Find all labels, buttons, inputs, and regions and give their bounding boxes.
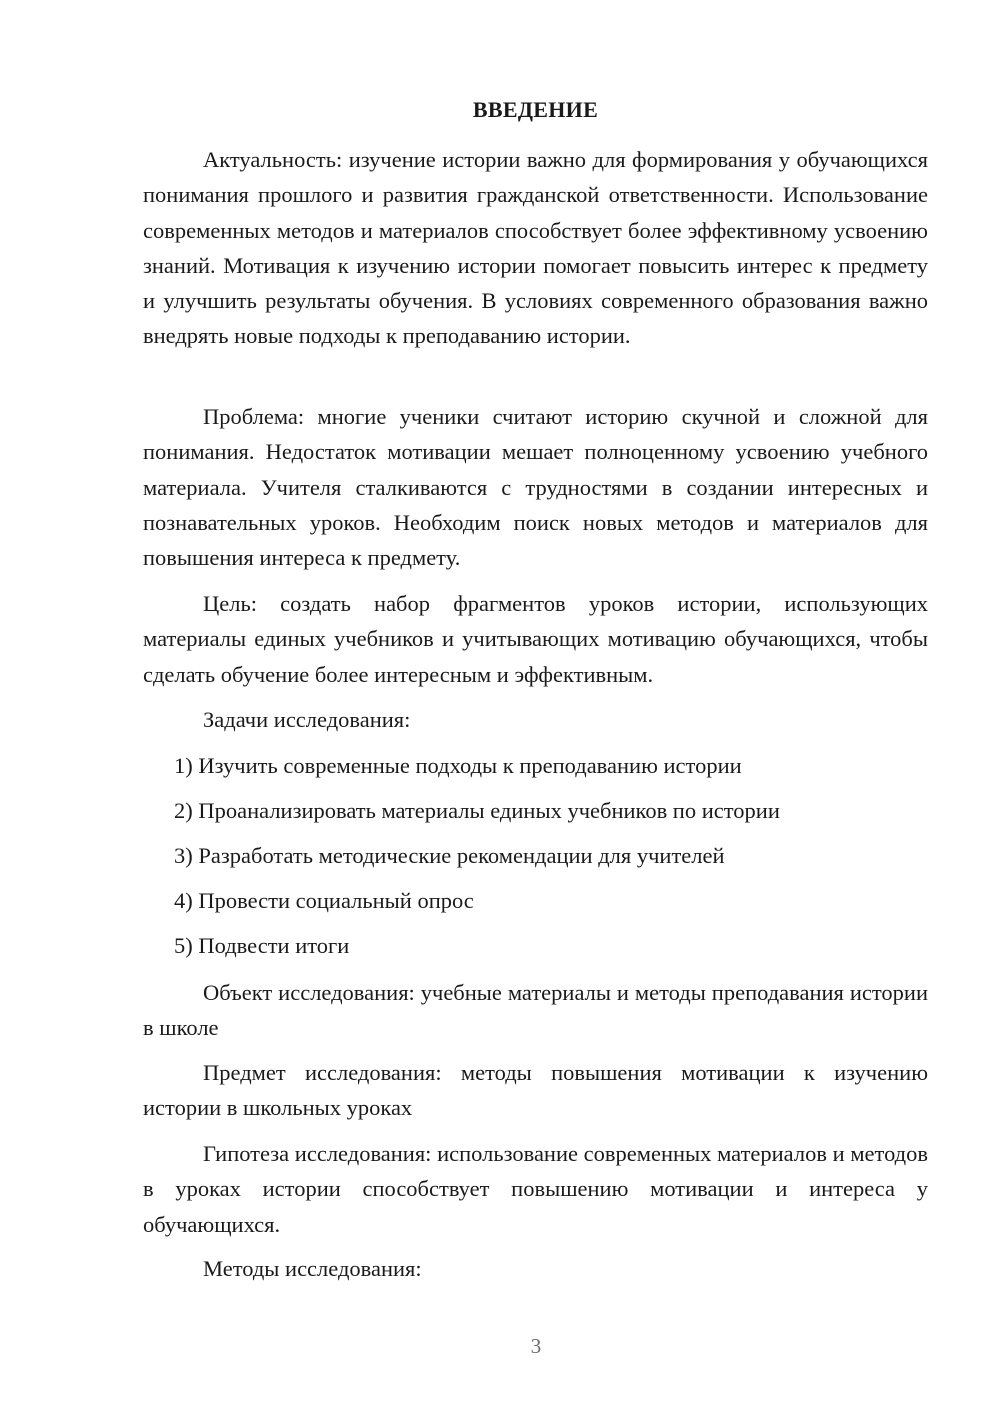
relevance-paragraph: Актуальность: изучение истории важно для формирования у обучающихся понимания прошлого и развития гражданской ответственности. Использование современных методов и материалов способствует более эффективному усвоению знаний. Мотивация к изучению истории помогает повысить интерес к предмету и улучшить результаты обучения. В условиях современного образования важно внедрять новые подходы к преподаванию истории. xyxy=(143,147,928,349)
tasks-heading: Задачи исследования: xyxy=(203,707,411,732)
page-title: ВВЕДЕНИЕ xyxy=(472,97,599,122)
task-item-1: 1) Изучить современные подходы к преподаванию истории xyxy=(174,753,742,778)
task-item-4: 4) Провести социальный опрос xyxy=(174,888,474,913)
problem-paragraph: Проблема: многие ученики считают историю скучной и сложной для понимания. Недостаток мотивации мешает полноценному усвоению учебного материала. Учителя сталкиваются с трудностями в создании интересных и познавательных уроков. Необходим поиск новых методов и материалов для повышения интереса к предмету. xyxy=(143,404,928,571)
subject-paragraph: Предмет исследования: методы повышения мотивации к изучению истории в школьных уроках xyxy=(143,1060,928,1121)
methods-heading: Методы исследования: xyxy=(203,1256,422,1281)
goal-paragraph: Цель: создать набор фрагментов уроков истории, использующих материалы единых учебников и учитывающих мотивацию обучающихся, чтобы сделать обучение более интересным и эффективным. xyxy=(143,591,928,687)
page-number: 3 xyxy=(530,1334,542,1358)
hypothesis-paragraph: Гипотеза исследования: использование современных материалов и методов в уроках истории способствует повышению мотивации и интереса у обучающихся. xyxy=(143,1141,928,1237)
object-paragraph: Объект исследования: учебные материалы и методы преподавания истории в школе xyxy=(143,980,928,1041)
task-item-3: 3) Разработать методические рекомендации для учителей xyxy=(174,843,725,868)
task-item-2: 2) Проанализировать материалы единых учебников по истории xyxy=(174,798,780,823)
task-item-5: 5) Подвести итоги xyxy=(174,933,350,958)
